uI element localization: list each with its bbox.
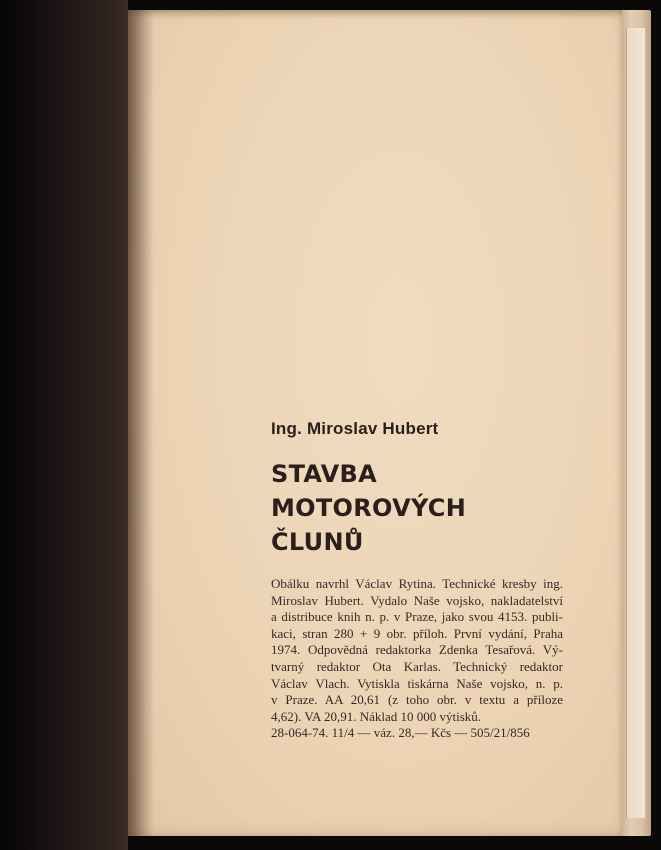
title-line: ČLUNŮ — [271, 528, 364, 556]
imprint-line: v Praze. AA 20,61 (z toho obr. v textu a příloze — [271, 692, 563, 708]
imprint-line: 4,62). VA 20,91. Náklad 10 000 výtisků. — [271, 708, 482, 724]
imprint-line: 28-064-74. 11/4 — váz. 28,— Kčs — 505/21/856 — [271, 725, 530, 741]
imprint-line: kaci, stran 280 + 9 obr. příloh. První vydání, Praha — [271, 625, 563, 641]
imprint-block — [271, 576, 563, 742]
imprint-line: Obálku navrhl Václav Rytina. Technické kresby ing. — [271, 576, 563, 591]
imprint-line: 1974. Odpovědná redaktorka Zdenka Tesařová. Vý- — [271, 642, 563, 658]
book-title — [271, 457, 466, 559]
book-spine — [0, 0, 128, 850]
imprint-line: Václav Vlach. Vytiskla tiskárna Naše vojsko, n. p. — [271, 675, 563, 691]
imprint-line: tvarný redaktor Ota Karlas. Technický redaktor — [271, 658, 563, 674]
gutter-shadow — [128, 10, 154, 836]
title-line: STAVBA — [271, 460, 377, 488]
author-name: Ing. Miroslav Hubert — [271, 419, 439, 438]
cover-board-inner — [626, 28, 645, 818]
title-line: MOTOROVÝCH — [271, 494, 467, 522]
imprint-line: a distribuce knih n. p. v Praze, jako svou 4153. publi- — [271, 609, 563, 625]
imprint-line: Miroslav Hubert. Vydalo Naše vojsko, nakladatelství — [271, 592, 563, 608]
page-top-edge — [128, 10, 622, 18]
